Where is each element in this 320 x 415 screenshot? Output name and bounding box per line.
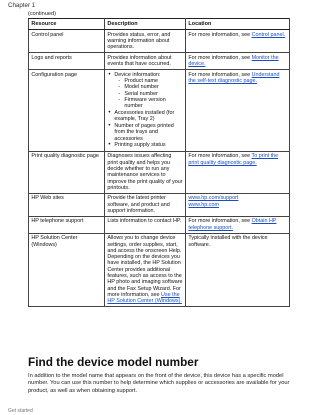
device-info-label: Device information: <box>114 71 161 78</box>
cell-description: Provide the latest printer software, and product and support information. <box>105 193 186 216</box>
page-footer: Get started <box>8 408 33 414</box>
hp-support-url-link[interactable]: www.hp.com/support <box>188 195 239 202</box>
table-row <box>29 151 290 193</box>
print-quality-page-link[interactable]: To print the print quality diagnostic page. <box>188 153 279 166</box>
cell-description: Provides information about events that have occurred. <box>105 53 186 70</box>
table-row <box>29 30 290 53</box>
cell-location <box>186 30 290 53</box>
list-item: • Printing supply status <box>114 142 182 148</box>
location-text: For more information, see <box>188 218 251 225</box>
list-item: - Product name <box>124 78 182 84</box>
cell-description: Diagnoses issues affecting print quality and helps you decide whether to run any maintenance services to improve the print quality of your printouts. <box>105 151 186 193</box>
table-row <box>29 53 290 70</box>
table-header-row <box>29 19 290 30</box>
self-test-page-link[interactable]: Understand the self-test diagnostic page. <box>188 71 280 84</box>
cell-resource: HP telephone support <box>29 216 105 233</box>
cell-description <box>105 233 186 306</box>
list-item: - Serial number <box>124 91 182 97</box>
header-location: Location <box>186 19 290 30</box>
cell-description: Lists information to contact HP. <box>105 216 186 233</box>
telephone-support-link[interactable]: Obtain HP telephone support. <box>188 218 277 231</box>
continued-label: (continued) <box>28 11 56 17</box>
cell-location <box>186 151 290 193</box>
cell-location <box>186 216 290 233</box>
monitor-device-link[interactable]: Monitor the device. <box>188 54 279 68</box>
list-item <box>114 72 182 110</box>
header-description: Description <box>105 19 186 30</box>
cell-location: Typically installed with the device software. <box>186 233 290 306</box>
location-text: For more information, see <box>188 153 251 160</box>
table-row <box>29 216 290 233</box>
cell-location <box>186 70 290 152</box>
section-paragraph: In addition to the model name that appears on the front of the device, this device has a specific model number. You can use this number to help determine which supplies or accessories are available for your product, as well as when obtaining support. <box>28 373 290 394</box>
list-item: - Firmware version number <box>124 97 182 110</box>
cell-resource: Print quality diagnostic page <box>29 151 105 193</box>
hp-home-url-link[interactable]: www.hp.com <box>188 201 219 208</box>
control-panel-link[interactable]: Control panel. <box>251 31 286 38</box>
device-info-sublist <box>114 78 182 109</box>
cell-resource: Configuration page <box>29 70 105 152</box>
cell-description: Provides status, error, and warning information about operations. <box>105 30 186 53</box>
solution-center-description: Allows you to change device settings, order supplies, start, and access the onscreen Help. Depending on the devices you have installed, the HP Solution Center provides additional features, such as access to the HP photo and imaging software and the Fax Setup Wizard. For more information, see <box>107 235 183 298</box>
table-row <box>29 193 290 216</box>
list-item: • Accessories installed (for example, Tray 2) <box>114 110 182 123</box>
header-resource: Resource <box>29 19 105 30</box>
cell-location <box>186 193 290 216</box>
list-item: - Model number <box>124 84 182 90</box>
section-heading: Find the device model number <box>28 355 199 369</box>
location-text: For more information, see <box>188 54 251 61</box>
cell-description <box>105 70 186 152</box>
cell-resource: HP Solution Center (Windows) <box>29 233 105 306</box>
solution-center-link[interactable]: Use the HP Solution Center (Windows). <box>107 291 182 305</box>
cell-resource: Logs and reports <box>29 53 105 70</box>
resource-table <box>28 18 290 307</box>
table-row <box>29 70 290 152</box>
location-text: For more information, see <box>188 31 251 38</box>
cell-resource: Control panel <box>29 30 105 53</box>
cell-resource: HP Web sites <box>29 193 105 216</box>
chapter-label: Chapter 1 <box>8 2 36 9</box>
cell-location <box>186 53 290 70</box>
list-item: • Number of pages printed from the trays and accessories <box>114 123 182 142</box>
location-text: For more information, see <box>188 71 251 78</box>
config-bullet-list <box>107 72 182 149</box>
table-row <box>29 233 290 306</box>
